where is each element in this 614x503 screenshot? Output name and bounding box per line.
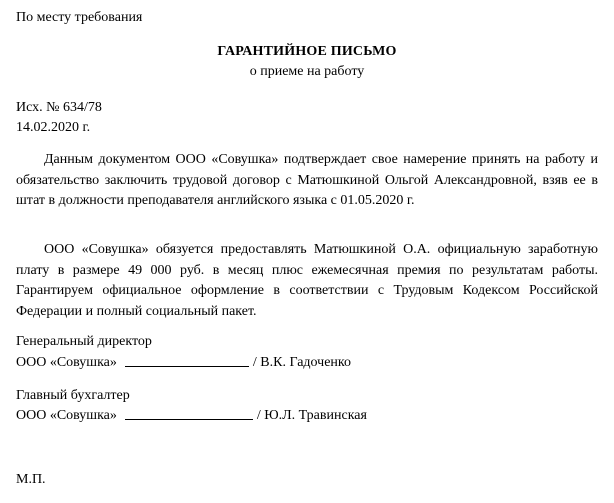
stamp-placeholder: М.П. — [16, 472, 46, 487]
signature-position-director: Генеральный директор — [16, 334, 152, 349]
recipient-line: По месту требования — [16, 10, 143, 25]
signature-line-accountant — [16, 405, 367, 426]
document-subtitle: о приеме на работу — [249, 64, 365, 79]
document-date: 14.02.2020 г. — [16, 120, 91, 135]
signature-blank — [125, 406, 253, 420]
signature-company: ООО «Совушка» — [16, 408, 117, 423]
body-paragraph-2: ООО «Совушка» обязуется предоставлять Матюшкиной О.А. официальную заработную плату в размере 49 000 руб. в месяц плюс ежемесячная премия по результатам работы. Гарантируем официальное оформление в соответствии с Трудовым Кодексом Российской Федерации и полный социальный пакет. — [16, 242, 598, 320]
document-title: ГАРАНТИЙНОЕ ПИСЬМО — [217, 44, 397, 59]
outgoing-reference: Исх. № 634/78 — [16, 100, 102, 115]
body-paragraph-1: Данным документом ООО «Совушка» подтверждает свое намерение принять на работу и обязательство заключить трудовой договор с Матюшкиной Ольгой Александровной, взяв ее в штат в должности преподавателя английского языка с 01.05.2020 г. — [16, 152, 598, 209]
signature-company: ООО «Совушка» — [16, 355, 117, 370]
signature-name: / Ю.Л. Травинская — [256, 408, 367, 423]
signature-name: / В.К. Гадоченко — [252, 355, 352, 370]
signature-position-accountant: Главный бухгалтер — [16, 388, 130, 403]
signature-blank — [125, 353, 249, 367]
signature-line-director — [16, 352, 351, 373]
